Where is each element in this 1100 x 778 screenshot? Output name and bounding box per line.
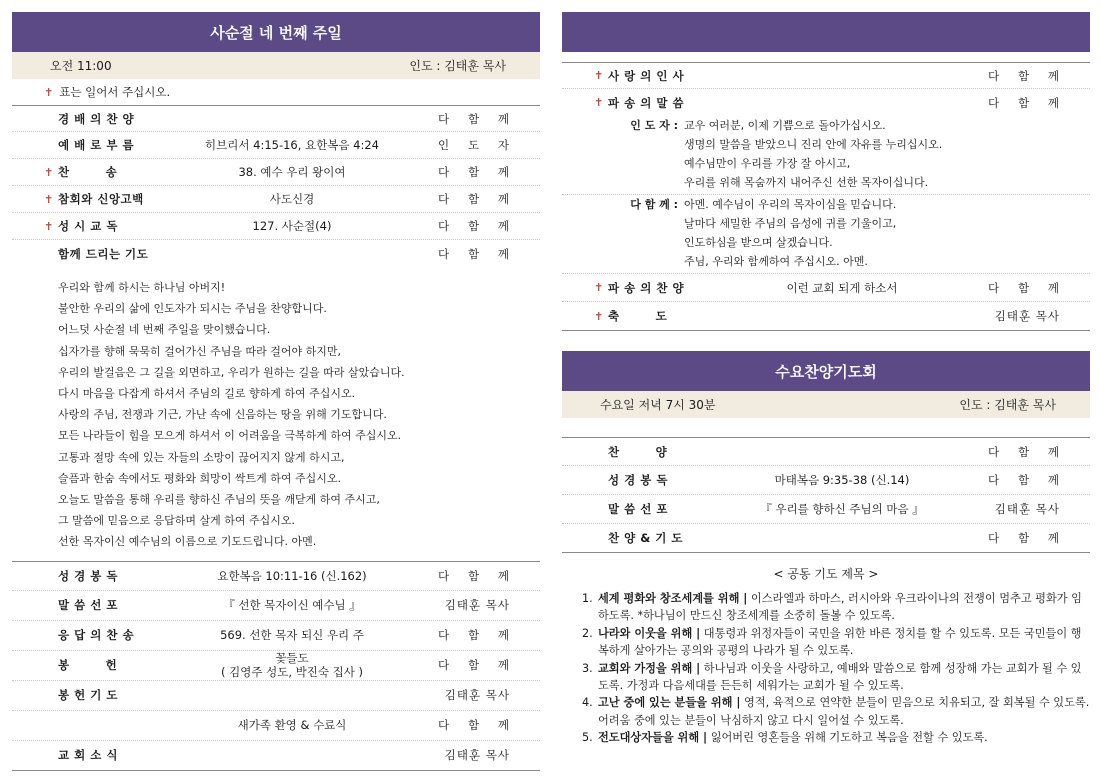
order-performer-char: 다 bbox=[438, 219, 451, 233]
order-performer-char: 께 bbox=[497, 718, 510, 733]
response-lines bbox=[684, 195, 1090, 271]
common-prayer bbox=[12, 267, 540, 561]
order-performer-char: 께 bbox=[1047, 95, 1060, 110]
response-line: 교우 여러분, 이제 기쁨으로 돌아가십시오. bbox=[684, 119, 886, 132]
order-performer bbox=[988, 530, 1060, 546]
order-row bbox=[12, 591, 540, 621]
order-detail: 『 우리를 향하신 주님의 마음 』 bbox=[760, 502, 924, 516]
prayer-line: 우리의 발걸음은 그 길을 외면하고, 우리가 원하는 길을 따라 살았습니다. bbox=[58, 365, 405, 379]
prayer-line: 오늘도 말씀을 통해 우리를 향하신 주님의 뜻을 깨닫게 하여 주시고, bbox=[58, 493, 380, 507]
order-label: 찬 양 bbox=[608, 444, 668, 459]
order-row bbox=[562, 89, 1090, 116]
order-detail: 히브리서 4:15-16, 요한복음 4:24 bbox=[205, 138, 379, 152]
prayer-topic-number: 1. bbox=[582, 592, 593, 605]
prayer-line: 고통과 절망 속에 있는 자들의 소망이 끊어지지 않게 하시고, bbox=[58, 450, 345, 464]
order-label: 파 송 의 말 씀 bbox=[608, 95, 685, 110]
wednesday-title: 수요찬양기도회 bbox=[562, 351, 1090, 391]
prayer-topic bbox=[582, 625, 1090, 660]
order-performer-char: 다 bbox=[438, 658, 451, 673]
benediction-list bbox=[562, 273, 1090, 331]
order-performer-char: 께 bbox=[497, 628, 510, 643]
prayer-topic-body bbox=[598, 660, 1090, 695]
order-performer bbox=[438, 627, 510, 643]
order-label: 찬 송 bbox=[58, 165, 118, 179]
cross-icon: ✝ bbox=[44, 192, 54, 206]
order-detail: 사도신경 bbox=[269, 192, 315, 206]
order-row bbox=[562, 273, 1090, 302]
order-performer: 김태훈 목사 bbox=[994, 502, 1060, 516]
top-band bbox=[562, 12, 1090, 52]
order-performer-char: 께 bbox=[1047, 473, 1060, 487]
order-performer-char: 다 bbox=[988, 473, 1001, 487]
responsive-reading bbox=[562, 116, 1090, 273]
order-label: 예 배 로 부 름 bbox=[58, 138, 135, 152]
order-performer bbox=[438, 717, 510, 733]
prayer-topic-text: 이스라엘과 하마스, 러시아와 우크라이나의 전쟁이 멈추고 평화가 임하도록. *하나님이 만드신 창조세계를 소중히 돌볼 수 있도록. bbox=[598, 592, 1082, 623]
order-row bbox=[12, 711, 540, 741]
order-label: 함께 드리는 기도 bbox=[58, 246, 149, 261]
wednesday-subheader bbox=[562, 391, 1090, 418]
order-performer-char: 함 bbox=[467, 246, 481, 261]
prayer-line: 불안한 우리의 삶에 인도자가 되시는 주님을 찬양합니다. bbox=[58, 302, 327, 316]
cross-icon: ✝ bbox=[594, 281, 604, 294]
order-label: 성 경 봉 독 bbox=[58, 568, 118, 583]
order-performer bbox=[438, 246, 510, 262]
cross-icon: ✝ bbox=[594, 309, 604, 323]
standing-note bbox=[12, 79, 540, 105]
sending-list bbox=[562, 62, 1090, 116]
order-label: 봉 헌 bbox=[58, 658, 118, 673]
prayer-topic-number: 3. bbox=[582, 661, 593, 675]
order-label: 파 송 의 찬 양 bbox=[608, 280, 685, 295]
order-performer-char: 다 bbox=[988, 95, 1001, 110]
order-performer: 김태훈 목사 bbox=[444, 748, 510, 763]
order-performer-char: 다 bbox=[438, 718, 451, 733]
prayer-line: 우리와 함께 하시는 하나님 아버지! bbox=[58, 281, 226, 294]
order-performer bbox=[438, 568, 510, 584]
order-performer-char: 함 bbox=[467, 628, 481, 643]
prayer-topic-text: 대통령과 위정자들이 국민을 위한 바른 정치를 할 수 있도록. 모든 국민들이 행복하게 살아가는 공의와 공평의 나라가 될 수 있도록. bbox=[598, 626, 1082, 658]
order-row bbox=[12, 186, 540, 213]
order-row bbox=[12, 105, 540, 132]
prayer-topic bbox=[582, 660, 1090, 695]
order-performer-char: 다 bbox=[988, 68, 1001, 83]
prayer-topic bbox=[582, 729, 1090, 746]
prayer-topic-number: 5. bbox=[582, 731, 593, 745]
order-label: 찬 양 & 기 도 bbox=[608, 531, 683, 545]
order-performer-char: 도 bbox=[467, 138, 481, 152]
order-performer-char: 다 bbox=[438, 246, 451, 261]
prayer-topic-head: 나라와 이웃을 위해 | bbox=[598, 626, 701, 640]
left-column bbox=[12, 12, 540, 771]
order-label: 축 도 bbox=[608, 309, 668, 323]
order-performer-char: 다 bbox=[988, 280, 1001, 295]
order-performer-char: 인 bbox=[438, 138, 451, 152]
order-row bbox=[12, 561, 540, 591]
prayer-topics-title: < 공동 기도 제목 > bbox=[773, 567, 879, 581]
wednesday-time: 수요일 저녁 7시 30분 bbox=[600, 398, 716, 412]
order-performer-char: 함 bbox=[467, 192, 481, 206]
order-detail: 『 선한 목자이신 예수님 』 bbox=[223, 598, 361, 613]
prayer-topic-head: 전도대상자들을 위해 | bbox=[598, 731, 708, 745]
order-list-2 bbox=[12, 561, 540, 771]
order-list-1 bbox=[12, 105, 540, 267]
order-row bbox=[12, 213, 540, 240]
order-performer-char: 다 bbox=[988, 531, 1001, 545]
order-row bbox=[562, 524, 1090, 553]
response-line: 인도하심을 받으며 살겠습니다. bbox=[684, 236, 833, 249]
order-label: 성 시 교 독 bbox=[58, 219, 118, 233]
response-speaker: 인 도 자 : bbox=[630, 119, 678, 132]
wednesday-section bbox=[562, 351, 1090, 747]
order-performer-char: 함 bbox=[467, 165, 481, 179]
order-row bbox=[562, 437, 1090, 466]
prayer-line: 십자가를 향해 묵묵히 걸어가신 주님을 따라 걸어야 하지만, bbox=[58, 344, 341, 358]
order-performer bbox=[438, 164, 510, 180]
order-label: 경 배 의 찬 양 bbox=[58, 111, 135, 126]
response-line: 우리를 위해 목숨까지 내어주신 선한 목자이십니다. bbox=[684, 176, 929, 189]
order-detail: 마태복음 9:35-38 (신.14) bbox=[774, 473, 910, 487]
order-performer bbox=[438, 657, 510, 673]
response-line: 아멘. 예수님이 우리의 목자이심을 믿습니다. bbox=[684, 198, 897, 211]
response-line: 예수님만이 우리를 가장 잘 아시고, bbox=[684, 157, 851, 170]
order-performer bbox=[988, 280, 1060, 296]
order-performer-char: 함 bbox=[467, 111, 481, 126]
order-performer-char: 함 bbox=[467, 219, 481, 233]
order-detail-sub: ( 김영주 성도, 박진숙 집사 ) bbox=[221, 665, 363, 680]
order-performer: 김태훈 목사 bbox=[444, 598, 510, 613]
order-performer-char: 께 bbox=[497, 219, 510, 233]
order-detail: 꽃들도 ( 김영주 성도, 박진숙 집사 ) bbox=[221, 651, 363, 680]
order-row bbox=[12, 681, 540, 711]
order-performer-char: 함 bbox=[1017, 531, 1031, 545]
prayer-topic bbox=[582, 590, 1090, 625]
order-detail: 요한복음 10:11-16 (신.162) bbox=[217, 568, 367, 583]
wednesday-leader: 인도 : 김태훈 목사 bbox=[959, 398, 1056, 412]
service-subheader bbox=[12, 52, 540, 79]
response-line: 주님, 우리와 함께하여 주십시오. 아멘. bbox=[684, 255, 868, 268]
order-row bbox=[562, 62, 1090, 89]
cross-icon: ✝ bbox=[594, 96, 604, 109]
order-performer-char: 다 bbox=[438, 568, 451, 583]
prayer-line: 그 말씀에 믿음으로 응답하며 살게 하여 주십시오. bbox=[58, 514, 295, 528]
order-performer-char: 께 bbox=[497, 165, 510, 179]
prayer-line: 모든 나라들이 힘을 모으게 하셔서 이 어려움을 극복하게 하여 주십시오. bbox=[58, 429, 402, 443]
order-performer-char: 함 bbox=[1017, 95, 1031, 110]
order-detail: 38. 예수 우리 왕이여 bbox=[238, 165, 346, 179]
cross-icon: ✝ bbox=[44, 219, 54, 233]
order-row bbox=[12, 240, 540, 267]
order-performer bbox=[438, 218, 510, 234]
order-performer bbox=[988, 444, 1060, 460]
response-speaker: 다 함 께 : bbox=[630, 198, 678, 211]
order-detail: 이런 교회 되게 하소서 bbox=[786, 280, 898, 295]
order-performer-char: 께 bbox=[1047, 444, 1060, 459]
right-column bbox=[562, 12, 1090, 747]
order-performer-char: 다 bbox=[438, 165, 451, 179]
order-label: 말 씀 선 포 bbox=[58, 598, 118, 613]
cross-icon: ✝ bbox=[594, 69, 604, 82]
order-performer-char: 께 bbox=[497, 568, 510, 583]
order-performer-char: 함 bbox=[467, 718, 481, 733]
order-performer-char: 다 bbox=[438, 628, 451, 643]
order-row bbox=[562, 495, 1090, 524]
order-label: 참회와 신앙고백 bbox=[58, 192, 144, 206]
cross-icon: ✝ bbox=[44, 165, 54, 179]
order-row bbox=[562, 466, 1090, 495]
order-performer-char: 께 bbox=[497, 111, 510, 126]
order-performer-char: 다 bbox=[988, 444, 1001, 459]
order-performer-char: 함 bbox=[1017, 473, 1031, 487]
wednesday-order bbox=[562, 437, 1090, 553]
order-performer-char: 다 bbox=[438, 111, 451, 126]
order-row bbox=[12, 621, 540, 651]
cross-icon: ✝ bbox=[44, 85, 54, 99]
prayer-line: 슬픔과 한숨 속에서도 평화와 희망이 싹트게 하여 주십시오. bbox=[58, 471, 341, 485]
order-performer bbox=[438, 191, 510, 207]
prayer-topic-body bbox=[598, 729, 988, 746]
order-performer-char: 께 bbox=[497, 658, 510, 673]
order-detail: 127. 사순절(4) bbox=[252, 219, 332, 233]
order-performer-char: 께 bbox=[1047, 68, 1060, 83]
standing-note-text: 표는 일어서 주십시오. bbox=[59, 85, 171, 99]
response-line: 생명의 말씀을 받았으니 진리 안에 자유를 누리십시오. bbox=[684, 138, 943, 151]
order-performer bbox=[988, 95, 1060, 111]
prayer-topic-body bbox=[598, 590, 1090, 625]
order-performer-char: 함 bbox=[1017, 444, 1031, 459]
order-performer-char: 께 bbox=[497, 246, 510, 261]
prayer-topics bbox=[562, 590, 1090, 747]
service-title: 사순절 네 번째 주일 bbox=[12, 12, 540, 52]
order-label: 교 회 소 식 bbox=[58, 748, 118, 763]
response-lines bbox=[684, 116, 1090, 192]
order-row bbox=[12, 651, 540, 681]
order-label: 성 경 봉 독 bbox=[608, 473, 668, 487]
prayer-line: 어느덧 사순절 네 번째 주일을 맞이했습니다. bbox=[58, 323, 271, 337]
prayer-topic bbox=[582, 694, 1090, 729]
prayer-line: 사랑의 주님, 전쟁과 기근, 가난 속에 신음하는 땅을 위해 기도합니다. bbox=[58, 408, 387, 422]
prayer-topic-body bbox=[598, 694, 1090, 729]
order-performer-char: 함 bbox=[1017, 280, 1031, 295]
order-label: 봉 헌 기 도 bbox=[58, 688, 118, 703]
order-performer bbox=[988, 68, 1060, 84]
response-line: 날마다 세밀한 주님의 음성에 귀를 기울이고, bbox=[684, 217, 897, 230]
order-performer bbox=[438, 111, 510, 127]
order-label: 말 씀 선 포 bbox=[608, 502, 668, 516]
order-row bbox=[12, 159, 540, 186]
order-performer-char: 께 bbox=[497, 192, 510, 206]
order-performer-char: 께 bbox=[1047, 280, 1060, 295]
service-leader: 인도 : 김태훈 목사 bbox=[409, 59, 506, 73]
order-row bbox=[562, 302, 1090, 331]
response-block bbox=[562, 195, 1090, 273]
order-performer bbox=[988, 472, 1060, 488]
order-performer-char: 함 bbox=[467, 568, 481, 583]
prayer-topic-text: 하나님과 이웃을 사랑하고, 예배와 말씀으로 함께 성장해 가는 교회가 될 수 있도록. 가정과 다음세대를 든든히 세워가는 교회가 될 수 있도록. bbox=[598, 661, 1082, 693]
service-time: 오전 11:00 bbox=[50, 59, 112, 73]
order-performer bbox=[438, 137, 510, 153]
order-row bbox=[12, 132, 540, 159]
order-row bbox=[12, 741, 540, 771]
prayer-line: 선한 목자이신 예수님의 이름으로 기도드립니다. 아멘. bbox=[58, 535, 317, 549]
response-block bbox=[562, 116, 1090, 195]
prayer-topic-head: 고난 중에 있는 분들을 위해 | bbox=[598, 696, 741, 710]
order-label: 응 답 의 찬 송 bbox=[58, 628, 135, 643]
prayer-topic-number: 4. bbox=[582, 696, 593, 710]
prayer-topic-head: 교회와 가정을 위해 | bbox=[598, 661, 701, 675]
prayer-topic-text: 영적, 육적으로 연약한 분들이 믿음으로 치유되고, 잘 회복될 수 있도록. 어려움 중에 있는 분들이 낙심하지 않고 다시 일어설 수 있도록. bbox=[598, 696, 1090, 727]
order-detail: 새가족 환영 & 수료식 bbox=[237, 718, 347, 733]
order-performer-char: 함 bbox=[467, 658, 481, 673]
order-performer-char: 께 bbox=[1047, 531, 1060, 545]
order-performer: 김태훈 목사 bbox=[994, 309, 1060, 323]
prayer-topic-text: 잃어버린 영혼들을 위해 기도하고 복음을 전할 수 있도록. bbox=[707, 731, 988, 745]
order-performer: 김태훈 목사 bbox=[444, 688, 510, 703]
prayer-topic-body bbox=[598, 625, 1090, 660]
prayer-topic-head: 세계 평화와 창조세계를 위해 | bbox=[598, 592, 748, 605]
order-performer-char: 다 bbox=[438, 192, 451, 206]
order-label: 사 랑 의 인 사 bbox=[608, 68, 685, 83]
prayer-topic-number: 2. bbox=[582, 626, 593, 640]
order-performer-char: 자 bbox=[497, 138, 510, 152]
order-performer-char: 함 bbox=[1017, 68, 1031, 83]
prayer-line: 다시 마음을 다잡게 하셔서 주님의 길로 향하게 하여 주십시오. bbox=[58, 387, 356, 401]
order-detail: 569. 선한 목자 되신 우리 주 bbox=[220, 628, 364, 643]
